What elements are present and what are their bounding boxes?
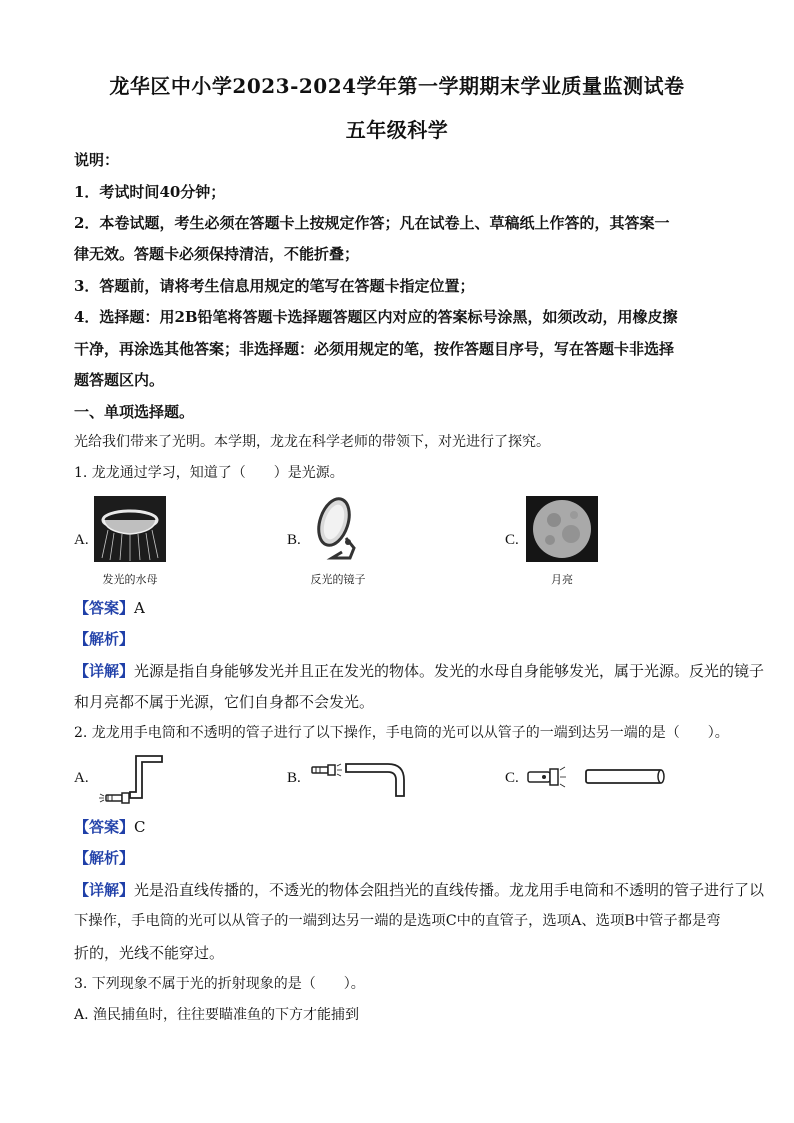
instruction-item-4-line-2: 干净，再涂选其他答案；非选择题：必须用规定的笔，按作答题目序号，写在答题卡非选择 <box>74 340 675 358</box>
analysis-tag: 【解析】 <box>74 849 135 867</box>
instruction-item-3: 3．答题前，请将考生信息用规定的笔写在答题卡指定位置； <box>74 277 475 295</box>
q1-analysis-line <box>74 629 724 649</box>
q2-detail-line-2: 下操作，手电筒的光可以从管子的一端到达另一端的是选项C中的直管子，选项A、选项B中管子都是弯 <box>74 913 721 929</box>
q1-detail-text-1: 光源是指自身能够发光并且正在发光的物体。发光的水母自身能够发光，属于光源。反光的镜子 <box>134 662 765 680</box>
exam-title: 龙华区中小学2023-2024学年第一学期期末学业质量监测试卷 <box>109 74 685 98</box>
q2-option-c-label: C. <box>505 770 519 786</box>
q1-option-c-caption: 月亮 <box>551 573 573 586</box>
q1-answer-value: A <box>134 599 145 617</box>
mirror-photo-icon <box>310 496 366 562</box>
detail-tag: 【详解】 <box>74 881 135 899</box>
q2-option-a-label: A. <box>74 770 89 786</box>
question-1-stem: 1. 龙龙通过学习，知道了（ ）是光源。 <box>74 465 344 481</box>
section-intro: 光给我们带来了光明。本学期，龙龙在科学老师的带领下，对光进行了探究。 <box>74 434 550 450</box>
instructions-heading: 说明： <box>74 151 120 169</box>
exam-subtitle: 五年级科学 <box>345 118 449 142</box>
q2-answer-line <box>74 817 724 837</box>
q2-detail-text-1: 光是沿直线传播的，不透光的物体会阻挡光的直线传播。龙龙用手电筒和不透明的管子进行了以 <box>134 881 765 899</box>
answer-tag: 【答案】 <box>74 599 135 617</box>
q1-detail-line-1 <box>74 661 765 681</box>
section-heading: 一、单项选择题。 <box>74 403 195 421</box>
straight-pipe-flashlight-icon <box>524 764 668 790</box>
q1-detail-line-2: 和月亮都不属于光源，它们自身都不会发光。 <box>74 693 375 711</box>
q2-detail-line-3: 折的，光线不能穿过。 <box>74 944 225 962</box>
q1-option-b-label: B. <box>287 532 301 548</box>
hook-pipe-flashlight-icon <box>308 758 408 800</box>
jellyfish-photo-icon <box>94 496 166 562</box>
bent-pipe-flashlight-icon <box>96 750 166 808</box>
q2-answer-value: C <box>134 818 146 836</box>
q1-option-c-label: C. <box>505 532 519 548</box>
moon-photo-icon <box>526 496 598 562</box>
question-2-stem: 2. 龙龙用手电筒和不透明的管子进行了以下操作，手电筒的光可以从管子的一端到达另一端的是（ ）。 <box>74 725 729 741</box>
q1-answer-line <box>74 598 724 618</box>
answer-tag: 【答案】 <box>74 818 135 836</box>
instruction-item-1: 1．考试时间40分钟； <box>74 183 226 201</box>
question-3-stem: 3. 下列现象不属于光的折射现象的是（ ）。 <box>74 976 365 992</box>
q2-detail-line-1 <box>74 880 765 900</box>
analysis-tag: 【解析】 <box>74 630 135 648</box>
q3-option-a: A. 渔民捕鱼时，往往要瞄准鱼的下方才能捕到 <box>74 1007 360 1023</box>
instruction-item-2-line-2: 律无效。答题卡必须保持清洁，不能折叠； <box>74 245 360 263</box>
q2-option-b-label: B. <box>287 770 301 786</box>
detail-tag: 【详解】 <box>74 662 135 680</box>
q1-option-a-caption: 发光的水母 <box>102 573 158 586</box>
q2-analysis-line <box>74 848 724 868</box>
instruction-item-2-line-1: 2．本卷试题，考生必须在答题卡上按规定作答；凡在试卷上、草稿纸上作答的，其答案一 <box>74 214 670 232</box>
instruction-item-4-line-3: 题答题区内。 <box>74 371 165 389</box>
q1-option-b-caption: 反光的镜子 <box>310 573 366 586</box>
q1-option-a-label: A. <box>74 532 89 548</box>
instruction-item-4-line-1: 4．选择题：用2B铅笔将答题卡选择题答题区内对应的答案标号涂黑，如须改动，用橡皮擦 <box>74 308 678 326</box>
